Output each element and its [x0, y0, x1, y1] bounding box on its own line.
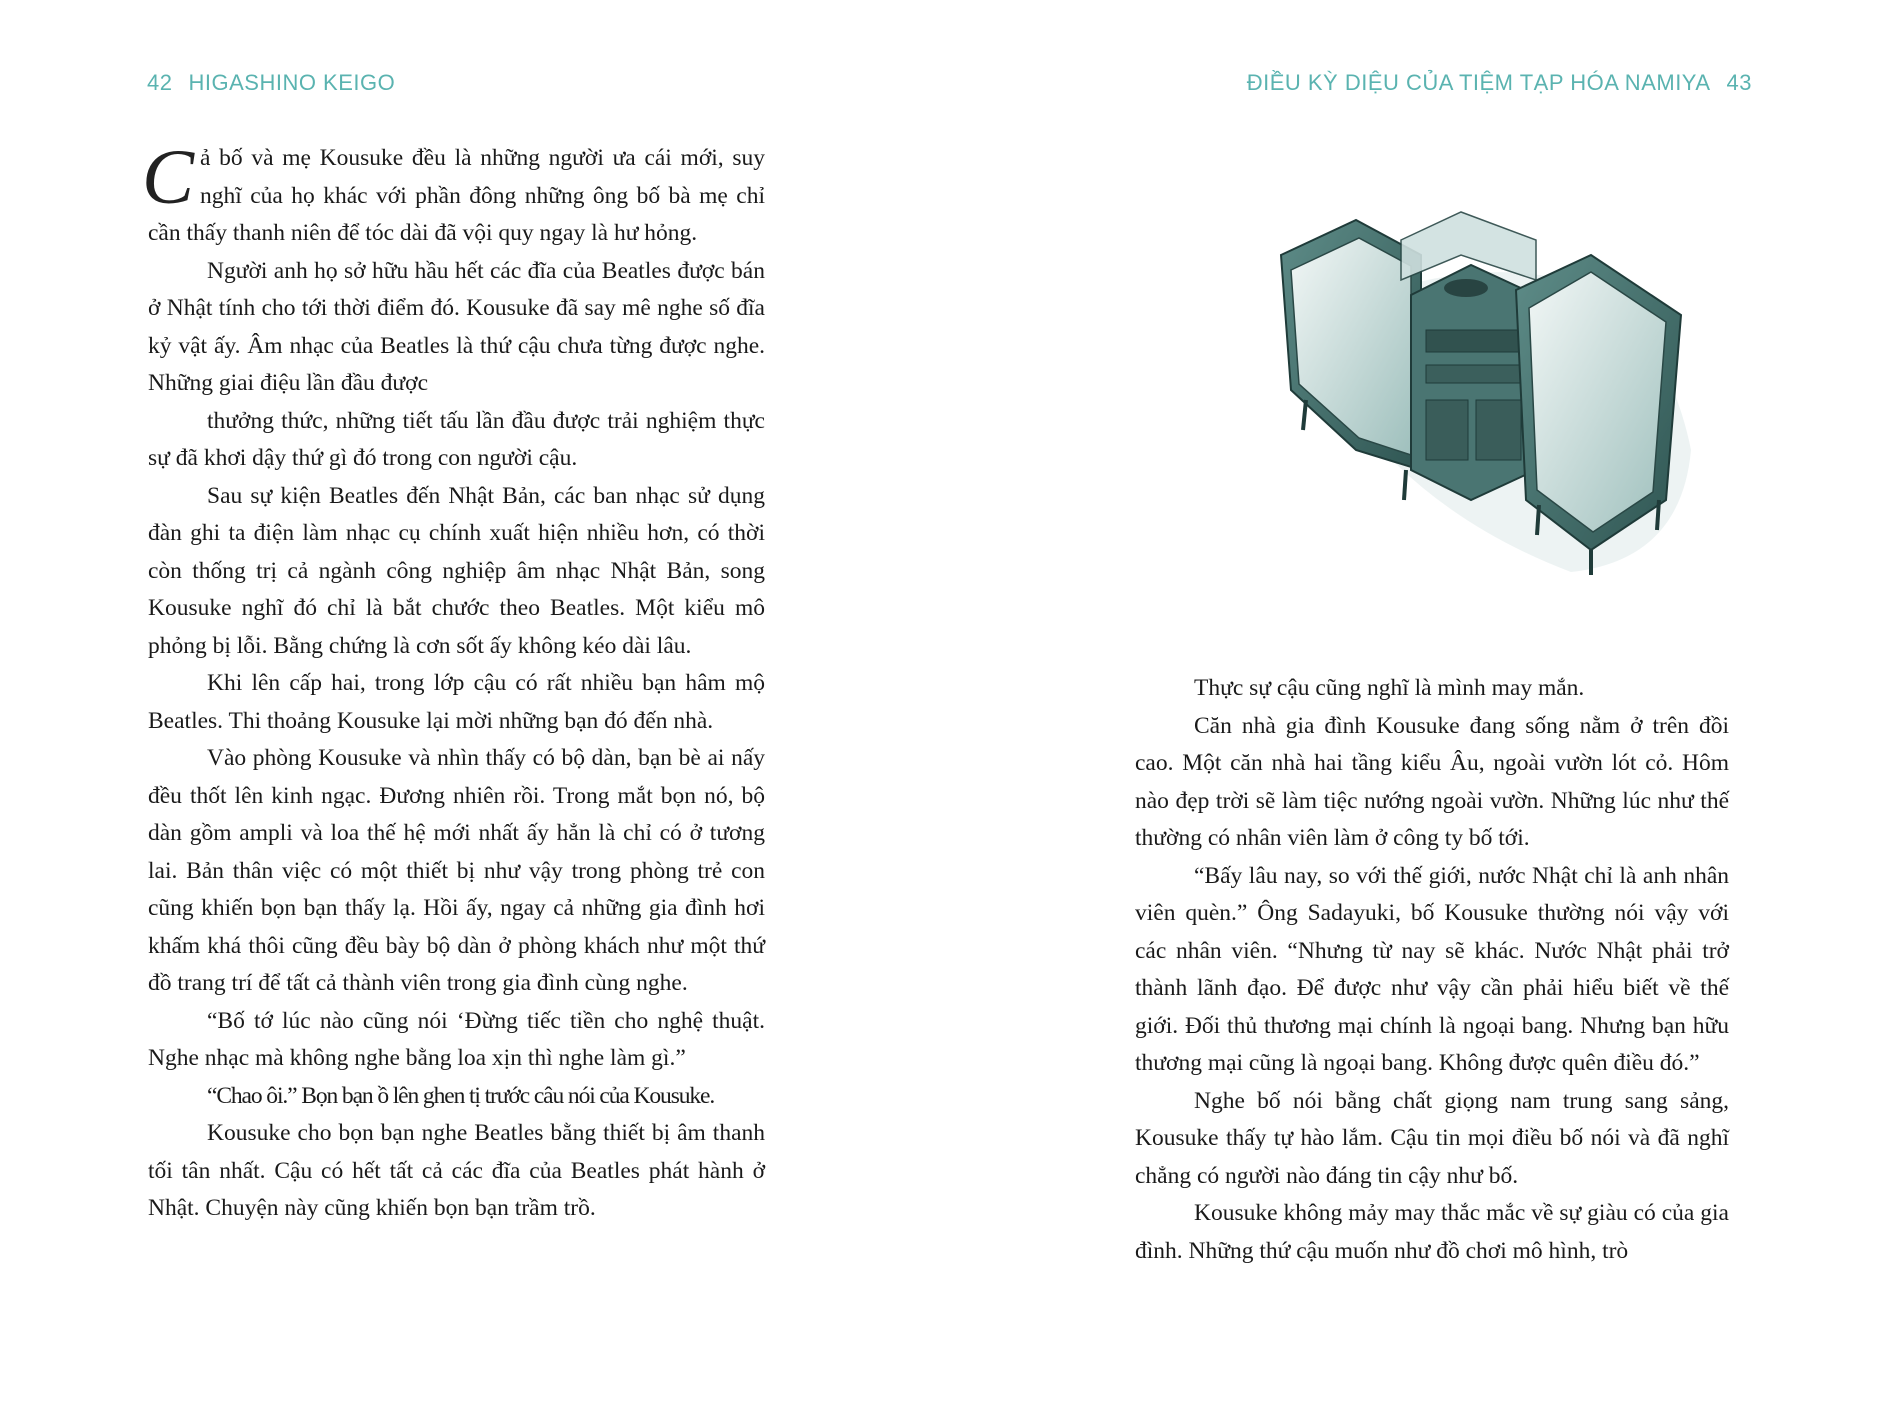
paragraph: Người anh họ sở hữu hầu hết các đĩa của Beatles được bán ở Nhật tính cho tới thời điểm đó. Kousuke đã say mê nghe số đĩa kỷ vật ấy. Âm nhạc của Beatles là thứ cậu chưa từng được nghe. Những giai điệu lần đầu được — [148, 257, 765, 396]
left-body-text — [142, 133, 765, 1228]
center-cabinet — [1401, 212, 1536, 500]
paragraph: thưởng thức, những tiết tấu lần đầu được trải nghiệm thực sự đã khơi dậy thứ gì đó trong con người cậu. — [148, 407, 765, 471]
paragraph: Nghe bố nói bằng chất giọng nam trung sang sảng, Kousuke thấy tự hào lắm. Cậu tin mọi điều bố nói và đã nghĩ chẳng có người nào đáng tin cậy như bố. — [1135, 1087, 1729, 1189]
paragraph: Khi lên cấp hai, trong lớp cậu có rất nhiều bạn hâm mộ Beatles. Thi thoảng Kousuke lại mời những bạn đó đến nhà. — [148, 670, 765, 734]
paragraph: Kousuke không mảy may thắc mắc về sự giàu có của gia đình. Những thứ cậu muốn như đồ chơi mô hình, trò — [1135, 1200, 1729, 1264]
paragraph: Cả bố và mẹ Kousuke đều là những người ưa cái mới, suy nghĩ của họ khác với phần đông những ông bố bà mẹ chỉ cần thấy thanh niên để tóc dài đã vội quy ngay là hư hỏng. — [142, 133, 765, 246]
paragraph: “Bấy lâu nay, so với thế giới, nước Nhật chỉ là anh nhân viên quèn.” Ông Sadayuki, bố Kousuke thường nói vậy với các nhân viên. “Nhưng từ nay sẽ khác. Nước Nhật phải trở thành lãnh đạo. Để được như vậy cần phải hiểu biết về thế giới. Đối thủ thương mại chính là ngoại bang. Nhưng bạn hữu thương mại cũng là ngoại bang. Không được quên điều đó.” — [1135, 862, 1729, 1076]
left-page-number: 42 — [147, 70, 173, 95]
paragraph: Căn nhà gia đình Kousuke đang sống nằm ở trên đồi cao. Một căn nhà hai tầng kiểu Âu, ngoài vườn lót cỏ. Hôm nào đẹp trời sẽ làm tiệc nướng ngoài vườn. Những lúc như thế thường có nhân viên làm ở công ty bố tới. — [1135, 712, 1729, 851]
left-speaker — [1281, 220, 1421, 500]
left-book-author: HIGASHINO KEIGO — [188, 70, 396, 95]
right-page — [945, 0, 1890, 1411]
paragraph: “Chao ôi.” Bọn bạn ồ lên ghen tị trước câu nói của Kousuke. — [207, 1082, 715, 1109]
left-running-head — [147, 70, 395, 96]
stereo-system-icon — [1261, 200, 1701, 580]
right-body-text — [1135, 670, 1729, 1270]
paragraph: Vào phòng Kousuke và nhìn thấy có bộ dàn, bạn bè ai nấy đều thốt lên kinh ngạc. Đương nhiên rồi. Trong mắt bọn nó, bộ dàn gồm ampli và loa thế hệ mới nhất ấy hẳn là chỉ có ở tương lai. Bản thân việc có một thiết bị như vậy trong phòng trẻ con cũng khiến bọn bạn thấy lạ. Hồi ấy, ngay cả những gia đình hơi khấm khá thôi cũng đều bày bộ dàn ở phòng khách như một thứ đồ trang trí để tất cả thành viên trong gia đình cùng nghe. — [148, 745, 765, 996]
paragraph: “Bố tớ lúc nào cũng nói ‘Đừng tiếc tiền cho nghệ thuật. Nghe nhạc mà không nghe bằng loa xịn thì nghe làm gì.” — [148, 1007, 765, 1071]
paragraph: Kousuke cho bọn bạn nghe Beatles bằng thiết bị âm thanh tối tân nhất. Cậu có hết tất cả các đĩa của Beatles phát hành ở Nhật. Chuyện này cũng khiến bọn bạn trầm trồ. — [148, 1120, 765, 1221]
right-running-head — [1247, 70, 1752, 96]
paragraph: Sau sự kiện Beatles đến Nhật Bản, các ban nhạc sử dụng đàn ghi ta điện làm nhạc cụ chính xuất hiện nhiều hơn, có thời còn thống trị cả ngành công nghiệp âm nhạc Nhật Bản, song Kousuke nghĩ đó chỉ là bắt chước theo Beatles. Một kiểu mô phỏng bị lỗi. Bằng chứng là cơn sốt ấy không kéo dài lâu. — [148, 482, 765, 659]
right-page-number: 43 — [1726, 70, 1752, 95]
right-book-title: ĐIỀU KỲ DIỆU CỦA TIỆM TẠP HÓA NAMIYA — [1246, 70, 1711, 95]
paragraph: Thực sự cậu cũng nghĩ là mình may mắn. — [1194, 675, 1585, 701]
drop-cap: C — [142, 133, 195, 220]
